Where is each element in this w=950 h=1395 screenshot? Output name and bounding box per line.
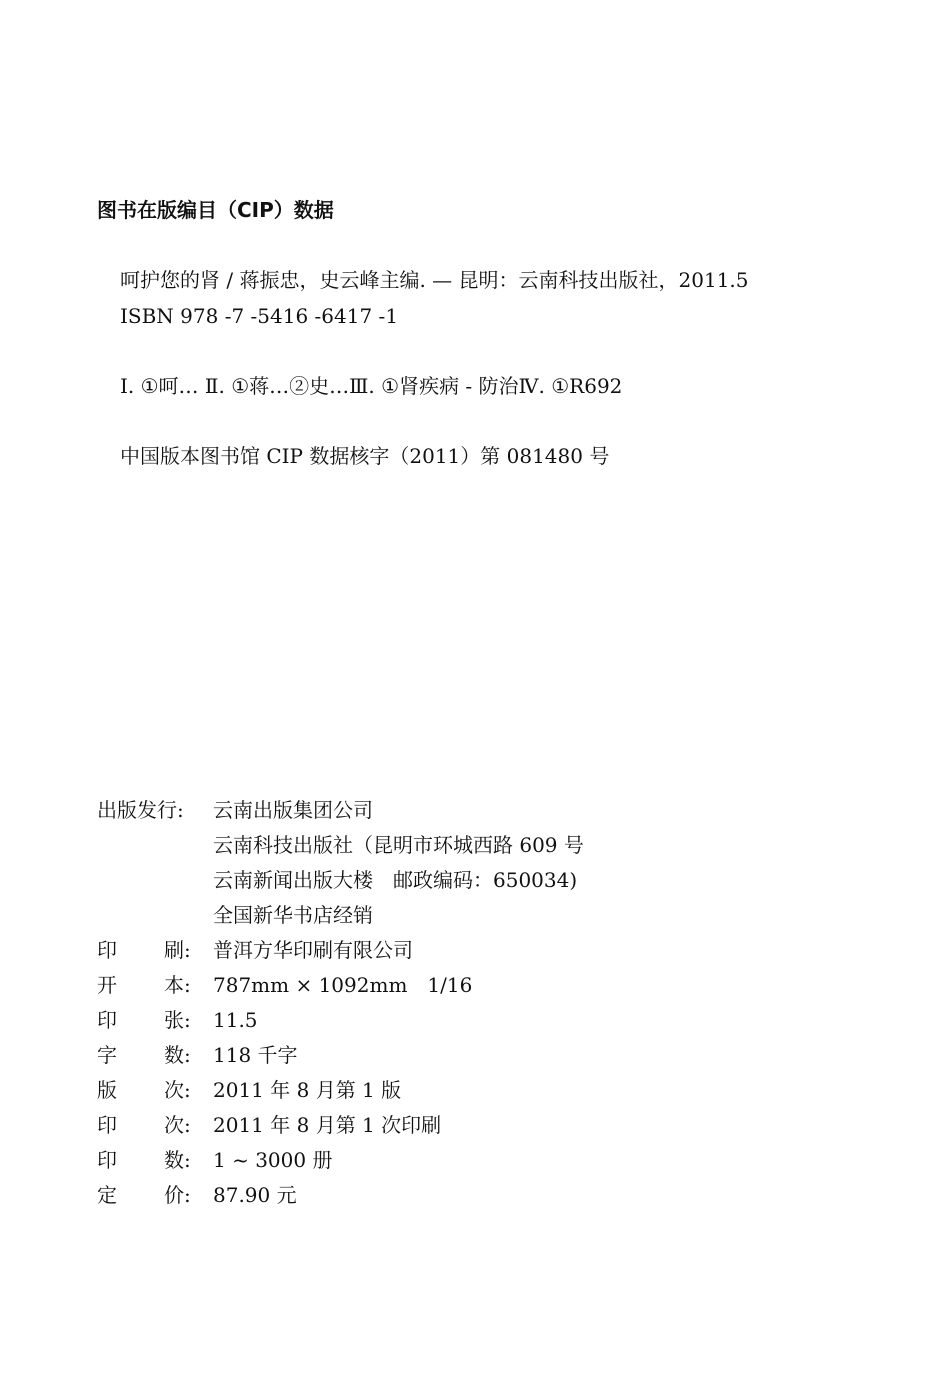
cip-number-line: 中国版本图书馆 CIP 数据核字（2011）第 081480 号 <box>120 444 610 468</box>
publisher-row <box>97 831 917 866</box>
detail-label-second: 次: <box>164 1078 191 1102</box>
publisher-line: 云南出版集团公司 <box>213 798 373 822</box>
detail-row-format <box>97 971 917 1006</box>
detail-row-edition <box>97 1076 917 1111</box>
detail-label-first: 开 <box>97 973 117 997</box>
detail-label-second: 数: <box>164 1148 191 1172</box>
publisher-line: 云南新闻出版大楼 邮政编码：650034) <box>213 868 578 892</box>
detail-value: 787mm × 1092mm 1/16 <box>213 973 473 997</box>
detail-label-first: 定 <box>97 1183 117 1207</box>
detail-row-price <box>97 1181 917 1216</box>
detail-label-first: 字 <box>97 1043 117 1067</box>
cip-title-line: 呵护您的肾 / 蒋振忠，史云峰主编. — 昆明：云南科技出版社，2011.5 <box>120 268 749 292</box>
cip-isbn-line: ISBN 978 -7 -5416 -6417 -1 <box>120 304 399 328</box>
publisher-label: 出版发行: <box>97 798 184 822</box>
detail-value: 2011 年 8 月第 1 次印刷 <box>213 1113 442 1137</box>
detail-value: 87.90 元 <box>213 1183 297 1207</box>
publisher-line: 云南科技出版社（昆明市环城西路 609 号 <box>213 833 584 857</box>
detail-label-second: 刷: <box>164 938 191 962</box>
detail-value: 11.5 <box>213 1008 258 1032</box>
publisher-line: 全国新华书店经销 <box>213 903 373 927</box>
detail-label-second: 数: <box>164 1043 191 1067</box>
detail-label-first: 印 <box>97 1148 117 1172</box>
detail-value: 2011 年 8 月第 1 版 <box>213 1078 402 1102</box>
detail-label-first: 印 <box>97 1008 117 1032</box>
detail-row-word-count <box>97 1041 917 1076</box>
detail-row-sheets <box>97 1006 917 1041</box>
detail-label-second: 本: <box>164 973 191 997</box>
detail-label-first: 印 <box>97 938 117 962</box>
publisher-row <box>97 866 917 901</box>
detail-row-printing <box>97 1111 917 1146</box>
cip-heading: 图书在版编目（CIP）数据 <box>97 198 334 222</box>
detail-value: 1 ~ 3000 册 <box>213 1148 333 1172</box>
cip-classification-line: Ⅰ. ①呵… Ⅱ. ①蒋…②史…Ⅲ. ①肾疾病 - 防治Ⅳ. ①R692 <box>120 374 623 398</box>
detail-value: 118 千字 <box>213 1043 298 1067</box>
publisher-row <box>97 901 917 936</box>
detail-value: 普洱方华印刷有限公司 <box>213 938 413 962</box>
detail-label-second: 次: <box>164 1113 191 1137</box>
detail-row-printer <box>97 936 917 971</box>
detail-label-first: 印 <box>97 1113 117 1137</box>
detail-label-first: 版 <box>97 1078 117 1102</box>
detail-label-second: 价: <box>164 1183 191 1207</box>
detail-row-print-run <box>97 1146 917 1181</box>
detail-label-second: 张: <box>164 1008 191 1032</box>
publisher-row <box>97 796 917 831</box>
publication-info <box>97 796 917 1216</box>
